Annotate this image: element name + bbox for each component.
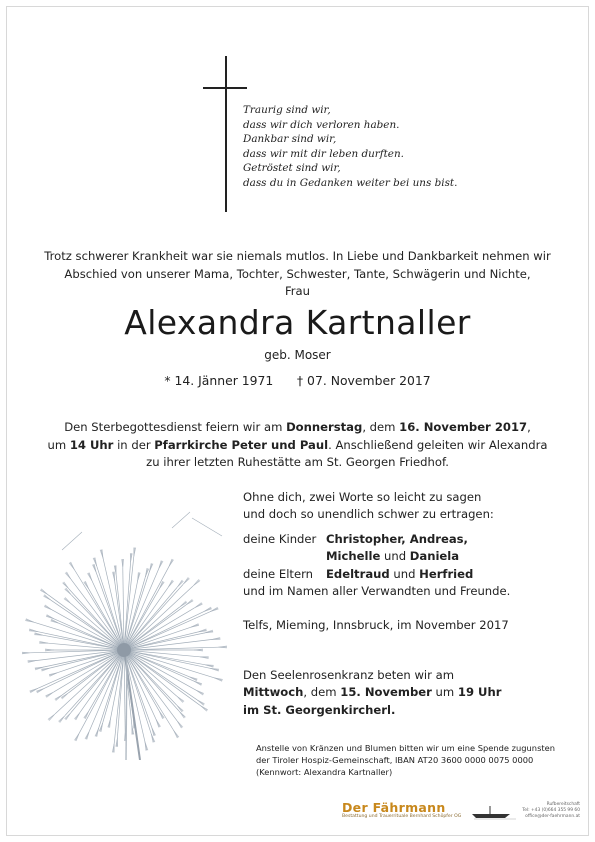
note-line: (Kennwort: Alexandra Kartnaller) — [256, 766, 393, 777]
footer-contact — [520, 802, 580, 820]
dandelion-illustration — [22, 490, 252, 760]
rosary-place: im St. Georgenkircherl. — [243, 702, 396, 717]
poem — [243, 103, 457, 191]
maiden-name: geb. Moser — [264, 348, 331, 362]
quote — [243, 489, 494, 524]
poem-line: Dankbar sind wir, — [243, 133, 337, 146]
family-others: und im Namen aller Verwandten und Freunde. — [243, 584, 511, 599]
boat-icon — [470, 803, 518, 821]
service-text: Den Sterbegottesdienst feiern wir am — [64, 420, 287, 434]
place-date: Telfs, Mieming, Innsbruck, im November 2017 — [243, 618, 509, 632]
contact-line: Rufbereitschaft — [546, 802, 580, 807]
poem-line: dass du in Gedanken weiter bei uns bist. — [243, 176, 458, 189]
quote-line: Ohne dich, zwei Worte so leicht zu sagen — [243, 490, 482, 504]
family-text: und — [380, 549, 410, 564]
rosary-line: um — [431, 685, 458, 700]
service-text: in der — [113, 437, 155, 452]
rosary-date: 15. November — [340, 685, 432, 700]
family-list — [243, 531, 510, 601]
intro-line: Frau — [284, 284, 311, 298]
poem-line: dass wir mit dir leben durften. — [243, 147, 404, 160]
intro-line: Abschied von unserer Mama, Tochter, Schwester, Tante, Schwägerin und Nichte, — [64, 266, 531, 281]
service-church: Pfarrkirche Peter und Paul — [154, 437, 329, 452]
parents-names: Edeltraud — [326, 566, 390, 581]
contact-line: office@der-faehrmann.at — [525, 814, 580, 819]
note-line: der Tiroler Hospiz-Gemeinschaft, IBAN AT20 3600 0000 0075 0000 — [256, 754, 534, 765]
rosary-line: , dem — [303, 685, 341, 700]
brand-tagline: Bestattung und Trauerrituale Bernhard Schöpfer OG — [342, 814, 462, 819]
donation-note — [256, 743, 555, 778]
rosary-text — [243, 667, 501, 719]
children-names: Michelle — [326, 549, 381, 564]
service-text: . Anschließend geleiten wir Alexandra — [328, 437, 548, 452]
parents-names: Herfried — [419, 566, 474, 581]
life-dates — [0, 373, 595, 388]
intro-text — [20, 248, 575, 301]
brand-logo: Der Fährmann — [342, 800, 446, 815]
service-time: 14 Uhr — [69, 437, 114, 452]
service-text: zu ihrer letzten Ruhestätte am St. Georgen Friedhof. — [146, 455, 449, 469]
service-text: , — [527, 420, 531, 434]
poem-line: Traurig sind wir, — [243, 104, 331, 116]
cross-icon-bar — [203, 87, 247, 89]
children-names: Daniela — [409, 549, 460, 564]
quote-line: und doch so unendlich schwer zu ertragen: — [243, 507, 494, 522]
poem-line: Getröstet sind wir, — [243, 162, 341, 175]
note-line: Anstelle von Kränzen und Blumen bitten wir um eine Spende zugunsten — [256, 743, 556, 753]
rosary-day: Mittwoch — [243, 685, 304, 700]
service-date: 16. November 2017 — [399, 420, 528, 434]
service-text: , dem — [362, 420, 400, 434]
service-text: um — [47, 437, 70, 452]
cross-icon — [225, 56, 227, 212]
contact-line: Tel: +43 (0)664 355 99 60 — [522, 808, 580, 813]
rosary-line: Den Seelenrosenkranz beten wir am — [243, 668, 455, 682]
birth-date: * 14. Jänner 1971 — [164, 373, 274, 388]
intro-line: Trotz schwerer Krankheit war sie niemals mutlos. In Liebe und Dankbarkeit nehmen wir — [44, 249, 551, 263]
children-label: deine Kinder — [243, 532, 317, 546]
children-names: Christopher, Andreas, — [326, 532, 468, 546]
funeral-service-text — [20, 419, 575, 472]
poem-line: dass wir dich verloren haben. — [243, 118, 400, 131]
rosary-time: 19 Uhr — [457, 685, 502, 700]
deceased-name: Alexandra Kartnaller — [124, 303, 471, 342]
service-day: Donnerstag — [286, 420, 363, 434]
death-date: † 07. November 2017 — [296, 373, 431, 388]
family-text: und — [389, 566, 420, 581]
parents-label: deine Eltern — [243, 566, 314, 581]
